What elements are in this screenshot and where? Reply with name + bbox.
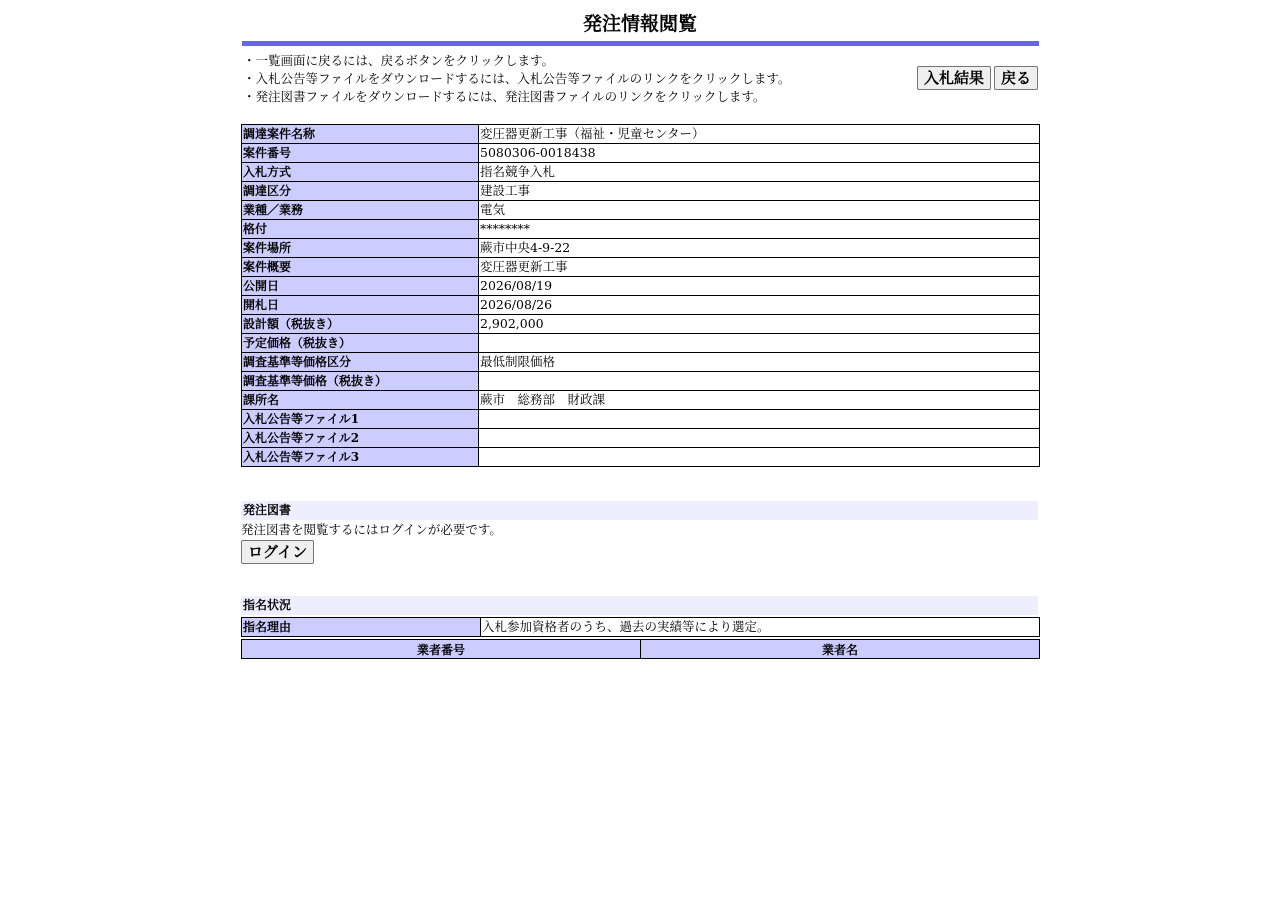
detail-label: 格付 (242, 220, 479, 239)
detail-label: 業種／業務 (242, 201, 479, 220)
table-row (242, 372, 1040, 391)
announcement-file-1-link[interactable] (479, 410, 1040, 429)
instructions-area (241, 46, 1039, 124)
detail-value: ******** (479, 220, 1040, 239)
table-row (242, 144, 1040, 163)
detail-label: 調査基準等価格（税抜き） (242, 372, 479, 391)
detail-label: 課所名 (242, 391, 479, 410)
table-row (242, 334, 1040, 353)
nomination-reason-table (241, 617, 1040, 637)
instruction-item: ・入札公告等ファイルをダウンロードするには、入札公告等ファイルのリンクをクリックします。 (243, 71, 791, 86)
detail-value: 蕨市 総務部 財政課 (479, 391, 1040, 410)
detail-value (479, 372, 1040, 391)
back-button[interactable]: 戻る (994, 66, 1038, 90)
bid-result-button[interactable]: 入札結果 (917, 66, 991, 90)
instruction-item: ・一覧画面に戻るには、戻るボタンをクリックします。 (243, 53, 555, 68)
detail-label: 入札公告等ファイル2 (242, 429, 479, 448)
login-button[interactable]: ログイン (241, 540, 314, 564)
table-row (242, 618, 1040, 637)
table-row (242, 315, 1040, 334)
spacer (241, 467, 1039, 501)
nomination-reason-label: 指名理由 (242, 618, 481, 637)
login-required-message: 発注図書を閲覧するにはログインが必要です。 (241, 522, 502, 537)
table-row (242, 429, 1040, 448)
project-details-table (241, 124, 1040, 467)
detail-value: 指名競争入札 (479, 163, 1040, 182)
table-row (242, 391, 1040, 410)
detail-label: 調達案件名称 (242, 125, 479, 144)
detail-value: 5080306-0018438 (479, 144, 1040, 163)
table-row (242, 353, 1040, 372)
vendor-table (241, 639, 1040, 659)
table-row (242, 163, 1040, 182)
table-row (242, 201, 1040, 220)
nomination-heading: 指名状況 (241, 596, 1038, 615)
nomination-reason-value: 入札参加資格者のうち、過去の実績等により選定。 (481, 618, 1040, 637)
detail-label: 調達区分 (242, 182, 479, 201)
detail-label: 案件概要 (242, 258, 479, 277)
table-row (242, 448, 1040, 467)
detail-value: 電気 (479, 201, 1040, 220)
instruction-item: ・発注図書ファイルをダウンロードするには、発注図書ファイルのリンクをクリックします。 (243, 89, 766, 104)
spacer (241, 564, 1039, 596)
detail-value: 変圧器更新工事（福祉・児童センター） (479, 125, 1040, 144)
table-row (242, 410, 1040, 429)
header-buttons (917, 66, 1038, 90)
table-row (242, 277, 1040, 296)
detail-value: 変圧器更新工事 (479, 258, 1040, 277)
detail-label: 案件番号 (242, 144, 479, 163)
detail-value: 建設工事 (479, 182, 1040, 201)
vendor-name-header: 業者名 (641, 640, 1040, 659)
detail-value: 蕨市中央4-9-22 (479, 239, 1040, 258)
detail-label: 入札公告等ファイル3 (242, 448, 479, 467)
order-docs-heading: 発注図書 (241, 501, 1038, 520)
table-row (242, 125, 1040, 144)
detail-value (479, 334, 1040, 353)
detail-label: 調査基準等価格区分 (242, 353, 479, 372)
announcement-file-3-link[interactable] (479, 448, 1040, 467)
detail-label: 開札日 (242, 296, 479, 315)
detail-label: 予定価格（税抜き） (242, 334, 479, 353)
page-container (241, 0, 1039, 659)
detail-value: 2,902,000 (479, 315, 1040, 334)
detail-value: 最低制限価格 (479, 353, 1040, 372)
vendor-number-header: 業者番号 (242, 640, 641, 659)
page-title: 発注情報閲覧 (582, 13, 697, 35)
table-header-row (242, 640, 1040, 659)
detail-value: 2026/08/19 (479, 277, 1040, 296)
table-row (242, 182, 1040, 201)
table-row (242, 258, 1040, 277)
table-row (242, 239, 1040, 258)
detail-label: 入札公告等ファイル1 (242, 410, 479, 429)
detail-label: 案件場所 (242, 239, 479, 258)
detail-value: 2026/08/26 (479, 296, 1040, 315)
announcement-file-2-link[interactable] (479, 429, 1040, 448)
table-row (242, 296, 1040, 315)
detail-label: 設計額（税抜き） (242, 315, 479, 334)
table-row (242, 220, 1040, 239)
detail-label: 入札方式 (242, 163, 479, 182)
detail-label: 公開日 (242, 277, 479, 296)
